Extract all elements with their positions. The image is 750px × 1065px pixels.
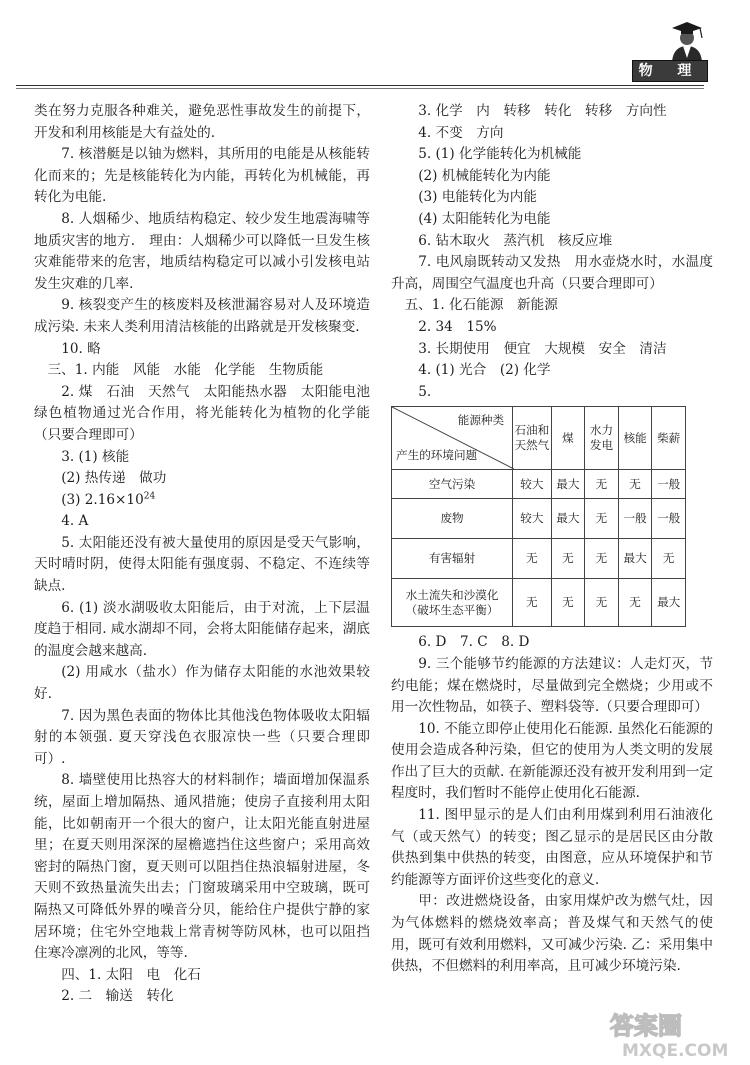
header-energy-type: 能源种类 (457, 413, 505, 428)
table-row (392, 470, 686, 499)
table-cell: 较大 (513, 470, 551, 499)
table-cell: 最大 (551, 470, 585, 499)
header-rule-thin (16, 88, 704, 89)
column-header: 石油和 天然气 (513, 407, 551, 470)
table-cell: 无 (585, 499, 619, 539)
watermark-url: MXQE.COM (622, 1041, 729, 1060)
answer-item-8: 8. 人烟稀少、地质结构稳定、较少发生地震海啸等地质灾害的地方. 理由：人烟稀少可以降低一旦发生核灾难能带来的危害，地质结构稳定可以减小引发核电站发生灾难的几率. (34, 210, 370, 292)
section-4-item-5-4: (4) 太阳能转化为电能 (418, 210, 551, 227)
table-cell: 无 (551, 539, 585, 579)
answer-item-10: 10. 略 (61, 340, 101, 357)
table-cell: 一般 (652, 499, 686, 539)
table-cell: 较大 (513, 499, 551, 539)
table-row (392, 539, 686, 579)
section-5-item-4: 4. (1) 光合 (2) 化学 (418, 362, 551, 379)
section-4-item-7: 7. 电风扇既转动又发热 用水壶烧水时，水温度升高，周围空气温度也升高（只要合理即可） (391, 254, 713, 292)
section-4-item-4: 4. 不变 方向 (418, 124, 504, 141)
table-row (392, 579, 686, 627)
section-5-item-2: 2. 34 15% (418, 318, 497, 335)
table-cell: 无 (513, 579, 551, 627)
subject-label: 物 理 (632, 60, 708, 82)
section-4-item-2: 2. 二 输送 转化 (61, 988, 174, 1005)
answer-item-7: 7. 核潜艇是以铀为燃料，其所用的电能是从核能转化而来的；先是核能转化为内能，再转化为机械能，再转化为电能. (34, 146, 370, 206)
section-4-item-3: 3. 化学 内 转移 转化 转移 方向性 (418, 103, 667, 119)
table-cell: 无 (618, 470, 652, 499)
table-cell: 无 (585, 539, 619, 579)
table-cell: 最大 (618, 539, 652, 579)
answer-text: 类在努力克服各种难关，避免恶性事故发生的前提下，开发和利用核能是大有益处的. (34, 103, 370, 141)
section-3-item-4: 4. A (61, 513, 89, 530)
section-5-item-11-answer: 甲：改进燃烧设备，由家用煤炉改为燃气灶，因为气体燃料的燃烧效率高；普及煤气和天然气的使用，既可有效利用燃料，又可减少污染. 乙：采用集中供热，不但燃料的利用率高，且可减少环境污染. (391, 893, 713, 975)
column-header: 柴薪 (652, 407, 686, 470)
section-4-item-1: 四、1. 太阳 电 化石 (61, 966, 201, 983)
table-corner-header (392, 407, 513, 470)
table-row (392, 499, 686, 539)
section-3-item-6-2: (2) 用咸水（盐水）作为储存太阳能的水池效果较好. (34, 664, 370, 703)
column-header: 煤 (551, 407, 585, 470)
section-5-item-10: 10. 不能立即停止使用化石能源. 虽然化石能源的使用会造成各种污染，但它的使用为人类文明的发展作出了巨大的贡献. 在新能源还没有被开发利用到一定程度时，我们暂时不能停止使用化石能源. (391, 720, 713, 802)
section-3-item-8: 8. 墙壁使用比热容大的材料制作；墙面增加保温系统，屋面上增加隔热、通风措施；使房子直接利用太阳能，比如朝南开一个很大的窗户，让太阳光能直射进屋里；在夏天则用深深的屋檐遮挡住这些窗户；采用高效密封的隔热门窗，夏天则可以阻挡住热浪辐射进屋，冬天则不致热量流失出去；门窗玻璃采用中空玻璃，既可隔热又可降低外界的噪音分贝，能给住户提供宁静的家居环境；住宅外空地栽上常青树等防风林，也可以阻挡住寒冷凛冽的北风，等等. (34, 772, 370, 962)
section-5-item-1: 五、1. 化石能源 新能源 (404, 297, 558, 314)
table-cell: 最大 (551, 499, 585, 539)
formula-exponent: 24 (143, 491, 156, 502)
column-header: 水力 发电 (585, 407, 619, 470)
section-3-item-2: 2. 煤 石油 天然气 太阳能热水器 太阳能电池 绿色植物通过光合作用，将光能转化为植物的化学能（只要合理即可） (34, 383, 384, 443)
table-cell: 一般 (652, 470, 686, 499)
left-column (34, 101, 384, 1008)
table-cell: 无 (652, 539, 686, 579)
row-label: 水土流失和沙漠化 （破坏生态平衡） (392, 579, 513, 627)
section-5-item-11: 11. 图甲显示的是人们由利用煤到利用石油液化气（或天然气）的转变；图乙显示的是居民区由分散供热到集中供热的转变，由图意，应从环境保护和节约能源等方面评价这些变化的意义. (391, 807, 713, 888)
section-5-item-5: 5. (418, 383, 432, 400)
section-3-item-5: 5. 太阳能还没有被大量使用的原因是受天气影响，天时晴时阴，使得太阳能有强度弱、不稳定、不连续等缺点. (34, 534, 370, 595)
watermark-logo (602, 1008, 742, 1060)
formula-base: (3) 2.16×10 (61, 491, 144, 508)
header-env-problem: 产生的环境问题 (396, 448, 478, 463)
section-4-item-5-2: (2) 机械能转化为内能 (418, 167, 551, 184)
table-cell: 无 (585, 579, 619, 627)
table-cell: 无 (585, 470, 619, 499)
table-header-row (392, 407, 686, 470)
row-label: 有害辐射 (392, 539, 513, 579)
section-5-item-9: 9. 三个能够节约能源的方法建议：人走灯灭，节约电能；煤在燃烧时，尽量做到完全燃烧；少用或不用一次性物品，如筷子、塑料袋等.（只要合理即可） (391, 655, 713, 716)
header-rule (16, 85, 704, 86)
section-4-item-6: 6. 钻木取火 蒸汽机 核反应堆 (418, 232, 613, 249)
table-cell: 无 (618, 579, 652, 627)
section-3-item-7: 7. 因为黑色表面的物体比其他浅色物体吸收太阳辐射的本领强. 夏天穿浅色衣服凉快一些（只要合理即可）. (34, 707, 370, 767)
graduate-icon (664, 18, 710, 66)
right-column (391, 101, 713, 978)
section-4-item-5-3: (3) 电能转化为内能 (418, 189, 537, 206)
section-4-item-5-1: 5. (1) 化学能转化为机械能 (418, 146, 582, 163)
section-3-item-3-2: (2) 热传递 做功 (61, 470, 167, 487)
watermark-title: 答案圈 (610, 1012, 682, 1040)
table-cell: 无 (551, 579, 585, 627)
section-3-item-1: 三、1. 内能 风能 水能 化学能 生物质能 (47, 362, 324, 379)
section-5-item-6-8: 6. D 7. C 8. D (418, 634, 530, 651)
table-cell: 最大 (652, 579, 686, 627)
section-5-item-3: 3. 长期使用 便宜 大规模 安全 清洁 (418, 340, 667, 357)
answer-item-9: 9. 核裂变产生的核废料及核泄漏容易对人及环境造成污染. 未来人类利用清洁核能的出路就是开发核聚变. (34, 297, 370, 335)
table-cell: 无 (513, 539, 551, 579)
row-label: 空气污染 (392, 470, 513, 499)
table-cell: 一般 (618, 499, 652, 539)
column-header: 核能 (618, 407, 652, 470)
section-3-item-3-1: 3. (1) 核能 (61, 448, 130, 465)
energy-table (391, 406, 686, 627)
section-3-item-6-1: 6. (1) 淡水湖吸收太阳能后，由于对流，上下层温度趋于相同. 咸水湖却不同，会将太阳能储存起来，湖底的温度会越来越高. (34, 599, 370, 659)
row-label: 废物 (392, 499, 513, 539)
section-3-item-3-3 (34, 490, 370, 512)
